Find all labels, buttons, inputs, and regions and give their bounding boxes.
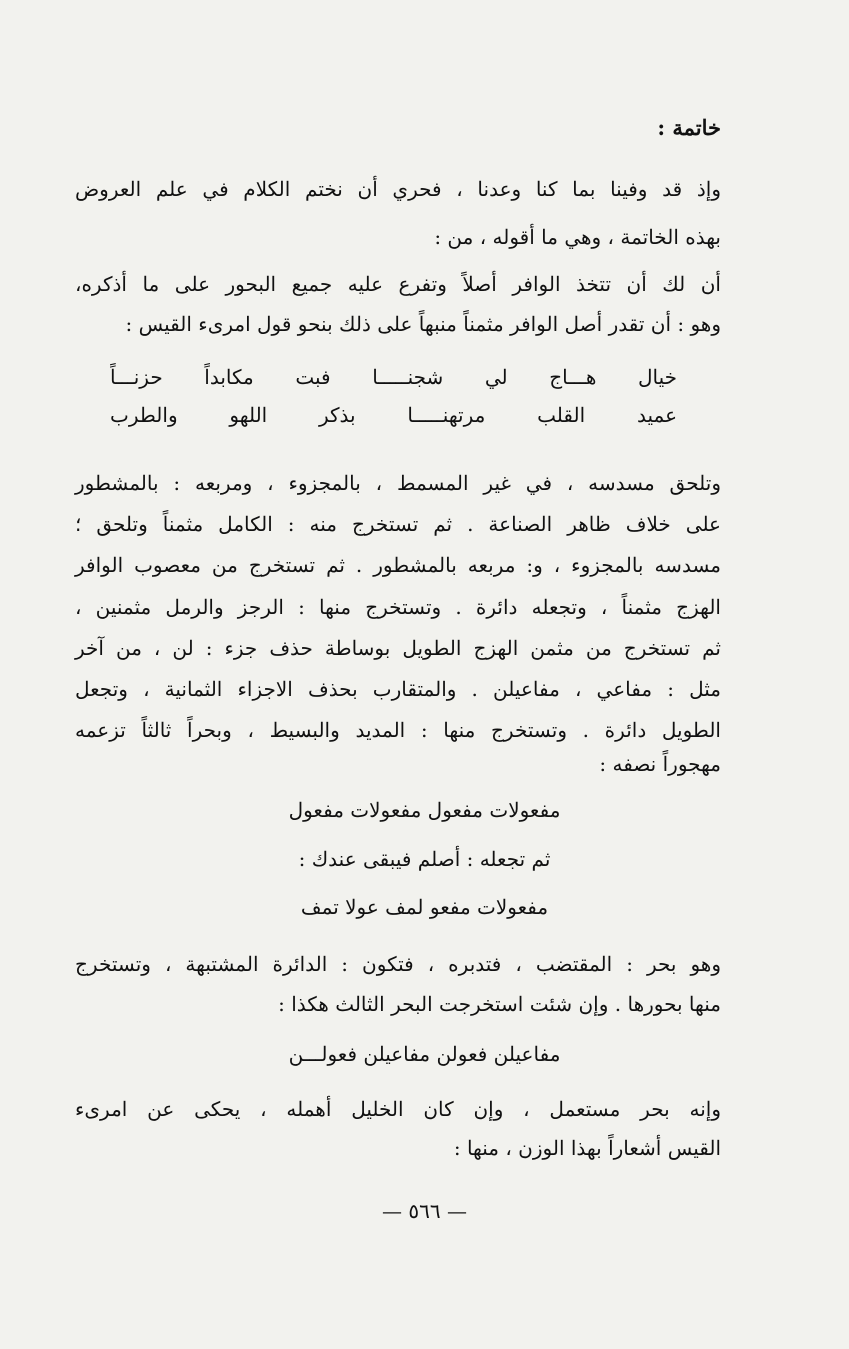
para3-line-3: مسدسه بالمجزوء ، و: مربعه بالمشطور . ثم تستخرج من معصوب الوافر [75, 553, 721, 577]
verse-word: لي [484, 365, 508, 389]
para6-line-1: وإنه بحر مستعمل ، وإن كان الخليل أهمله ، يحكى عن امرىء [75, 1097, 721, 1121]
verse-word: اللهو [229, 403, 268, 427]
verse-word: عميد [636, 403, 677, 427]
para2-line-1: أن لك أن تتخذ الوافر أصلاً وتفرع عليه جميع البحور على ما أذكره، [75, 272, 721, 296]
verse-word: مرتهنـــــا [407, 403, 486, 427]
verse2: مفعولات مفعول مفعولات مفعول [288, 798, 561, 822]
verse-word: خيال [637, 365, 677, 389]
para1-line-1: وإذ قد وفينا بما كنا وعدنا ، فحري أن نختم الكلام في علم العروض [75, 177, 721, 201]
verse-word: بذكر [319, 403, 356, 427]
para5-line-1: وهو بحر : المقتضب ، فتدبره ، فتكون : الدائرة المشتبهة ، وتستخرج [75, 952, 721, 976]
para3-line-6: مثل : مفاعي ، مفاعيلن . والمتقارب بحذف الاجزاء الثمانية ، وتجعل [75, 677, 721, 701]
verse1-line-2 [110, 401, 677, 429]
section-heading: خاتمة : [657, 115, 721, 140]
para4: ثم تجعله : أصلم فيبقى عندك : [298, 847, 551, 871]
para3-line-7: الطويل دائرة . وتستخرج منها : المديد والبسيط ، وبحراً ثالثاً تزعمه [75, 718, 721, 742]
para3-line-1: وتلحق مسدسه ، في غير المسمط ، بالمجزوء ، ومربعه : بالمشطور [75, 471, 721, 495]
para6-line-2: القيس أشعاراً بهذا الوزن ، منها : [453, 1136, 721, 1160]
para2-line-2: وهو : أن تقدر أصل الوافر مثمناً منبهاً على ذلك بنحو قول امرىء القيس : [125, 312, 721, 336]
verse-word: هـــاج [549, 365, 597, 389]
para3-line-2: على خلاف ظاهر الصناعة . ثم تستخرج منه : الكامل مثمناً وتلحق ؛ [75, 512, 721, 536]
verse4: مفاعيلن فعولن مفاعيلن فعولـــن [288, 1042, 561, 1066]
page-number: — ٥٦٦ — [382, 1199, 467, 1223]
verse3: مفعولات مفعو لمف عولا تمف [300, 895, 549, 919]
para3-line-4: الهزج مثمناً ، وتجعله دائرة . وتستخرج منها : الرجز والرمل مثمنين ، [75, 595, 721, 619]
verse-word: شجنـــــا [372, 365, 444, 389]
verse1-line-1 [110, 363, 677, 391]
verse-word: فبت [295, 365, 331, 389]
verse-word: القلب [537, 403, 586, 427]
para5-line-2: منها بحورها . وإن شئت استخرجت البحر الثالث هكذا : [278, 992, 721, 1016]
para3-line-8: مهجوراً نصفه : [599, 752, 721, 776]
verse-word: مكابداً [204, 365, 254, 389]
verse-word: حزنـــاً [110, 365, 163, 389]
para1-line-2: بهذه الخاتمة ، وهي ما أقوله ، من : [434, 225, 721, 249]
verse-word: والطرب [110, 403, 178, 427]
para3-line-5: ثم تستخرج من مثمن الهزج الطويل بوساطة حذف جزء : لن ، من آخر [75, 636, 721, 660]
